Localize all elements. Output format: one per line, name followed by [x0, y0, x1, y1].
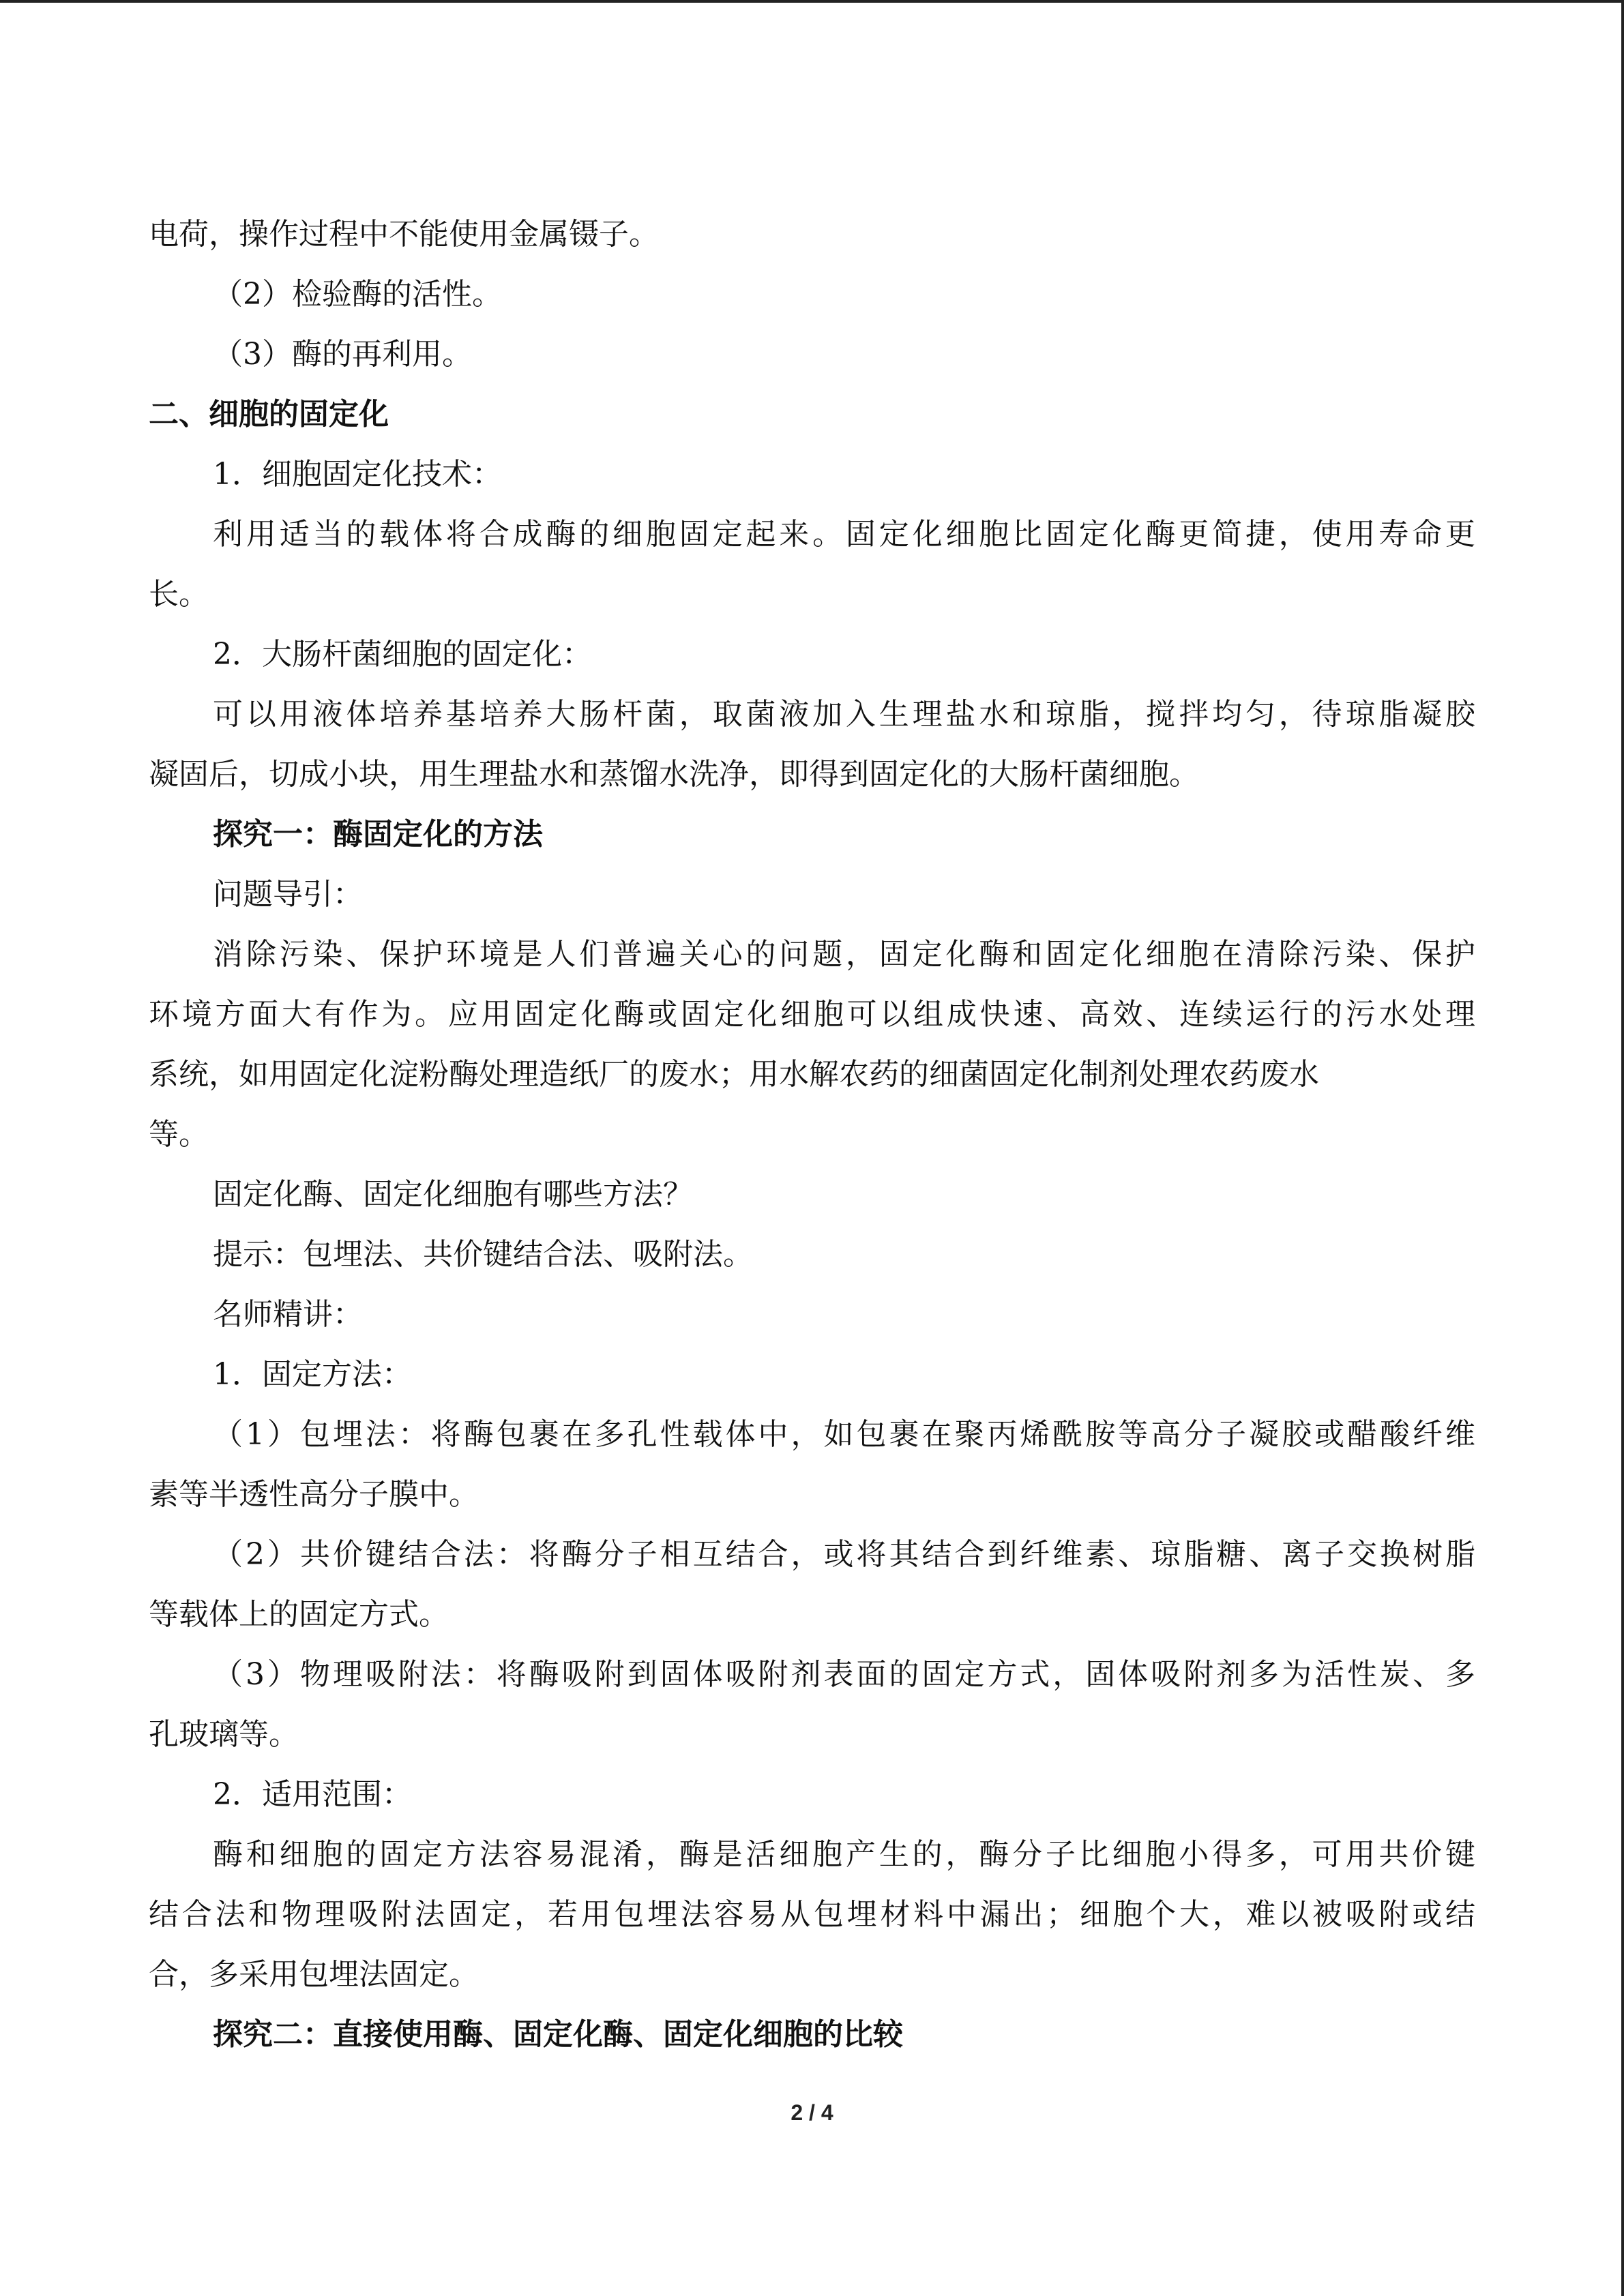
- question-line: 固定化酶、固定化细胞有哪些方法？: [213, 1177, 693, 1212]
- paragraph-line: 结合法和物理吸附法固定，若用包埋法容易从包埋材料中漏出；细胞个大，难以被吸附或结: [149, 1897, 1475, 1932]
- paragraph-line: 素等半透性高分子膜中。: [149, 1477, 479, 1512]
- document-body: [149, 205, 1475, 2065]
- paragraph-line: 凝固后，切成小块，用生理盐水和蒸馏水洗净，即得到固定化的大肠杆菌细胞。: [149, 757, 1199, 792]
- paragraph-line: 消除污染、保护环境是人们普遍关心的问题，固定化酶和固定化细胞在清除污染、保护: [213, 937, 1475, 972]
- section-heading: 二、细胞的固定化: [149, 397, 389, 432]
- list-item: （3）物理吸附法：将酶吸附到固体吸附剂表面的固定方式，固体吸附剂多为活性炭、多: [213, 1657, 1475, 1692]
- paragraph-line: 合，多采用包埋法固定。: [149, 1957, 479, 1992]
- subheading: 名师精讲：: [213, 1297, 363, 1332]
- paragraph-line: 系统，如用固定化淀粉酶处理造纸厂的废水；用水解农药的细菌固定化制剂处理农药废水: [149, 1057, 1319, 1092]
- section-heading: 探究二：直接使用酶、固定化酶、固定化细胞的比较: [213, 2017, 903, 2052]
- paragraph-line: 环境方面大有作为。应用固定化酶或固定化细胞可以组成快速、高效、连续运行的污水处理: [149, 997, 1475, 1032]
- subheading: 2．大肠杆菌细胞的固定化：: [213, 637, 592, 672]
- hint-line: 提示：包埋法、共价键结合法、吸附法。: [213, 1237, 753, 1272]
- paragraph-line: 可以用液体培养基培养大肠杆菌，取菌液加入生理盐水和琼脂，搅拌均匀，待琼脂凝胶: [213, 697, 1475, 732]
- paragraph-line: 等。: [149, 1117, 209, 1152]
- list-item: （1）包埋法：将酶包裹在多孔性载体中，如包裹在聚丙烯酰胺等高分子凝胶或醋酸纤维: [213, 1417, 1475, 1452]
- page-number: 2 / 4: [791, 2100, 833, 2125]
- list-item: （2）共价键结合法：将酶分子相互结合，或将其结合到纤维素、琼脂糖、离子交换树脂: [213, 1537, 1475, 1572]
- list-item: （2）检验酶的活性。: [213, 277, 502, 312]
- list-item: （3）酶的再利用。: [213, 337, 472, 372]
- subheading: 1．细胞固定化技术：: [213, 457, 502, 492]
- paragraph-line: 酶和细胞的固定方法容易混淆，酶是活细胞产生的，酶分子比细胞小得多，可用共价键: [213, 1837, 1475, 1872]
- right-border: [1621, 0, 1624, 2296]
- subheading: 2．适用范围：: [213, 1777, 412, 1812]
- paragraph-line: 等载体上的固定方式。: [149, 1597, 449, 1632]
- paragraph-line: 长。: [149, 577, 209, 612]
- paragraph-line: 利用适当的载体将合成酶的细胞固定起来。固定化细胞比固定化酶更简捷，使用寿命更: [213, 517, 1475, 552]
- subheading: 问题导引：: [213, 877, 363, 912]
- paragraph-line: 电荷，操作过程中不能使用金属镊子。: [149, 217, 659, 252]
- subheading: 1．固定方法：: [213, 1357, 412, 1392]
- top-border: [0, 0, 1624, 3]
- paragraph-line: 孔玻璃等。: [149, 1717, 299, 1752]
- section-heading: 探究一：酶固定化的方法: [213, 817, 543, 852]
